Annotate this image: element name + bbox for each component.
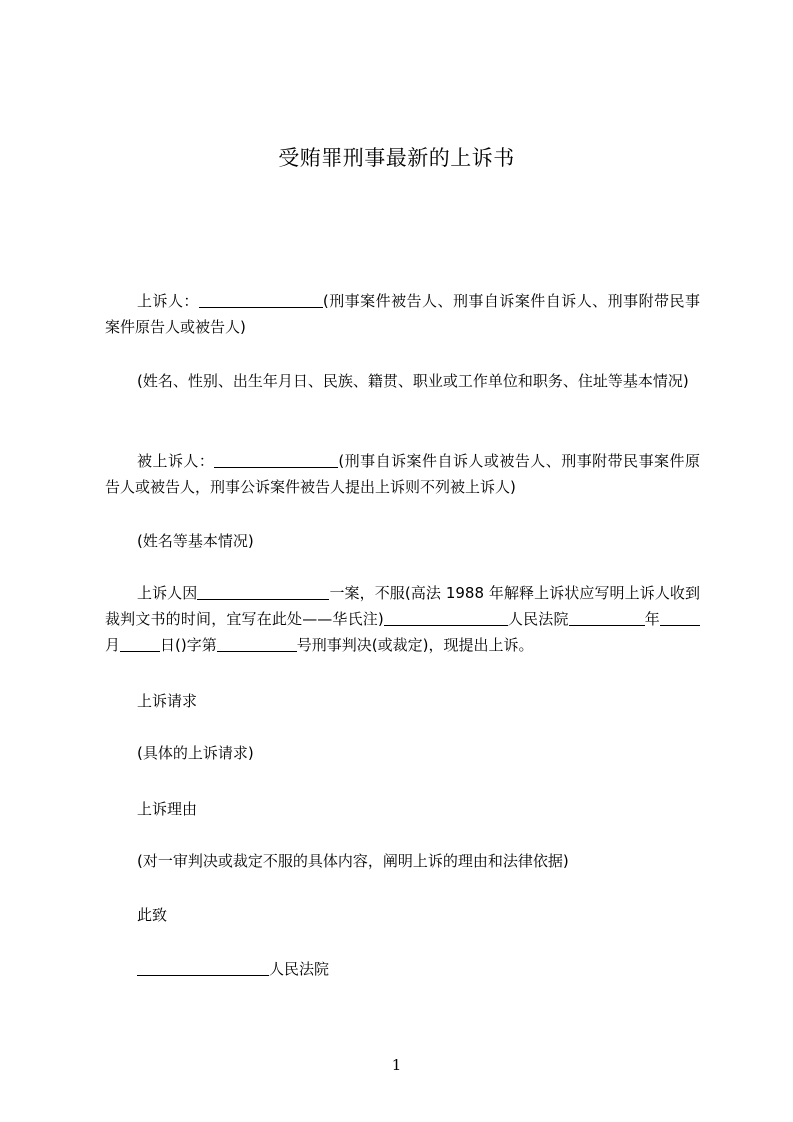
- reason-body: (对一审判决或裁定不服的具体内容，阐明上诉的理由和法律依据): [137, 852, 569, 870]
- page-number: 1: [391, 1056, 402, 1074]
- statement-part2: 一案，不服(高法 1988 年解释上诉状应写明上诉人收到裁判文书的时间，宜写在此处——华氏注): [105, 584, 700, 628]
- appellant-info-paragraph: (姓名、性别、出生年月日、民族、籍贯、职业或工作单位和职务、住址等基本情况): [137, 372, 689, 390]
- statement-part4: 年: [644, 610, 660, 628]
- salutation: 此致: [137, 906, 168, 924]
- court-line: [105, 956, 700, 982]
- case-name-blank: [197, 583, 329, 600]
- request-body: (具体的上诉请求): [137, 744, 254, 762]
- year-blank: [569, 609, 645, 626]
- day-blank: [120, 635, 160, 652]
- statement-part5: 月: [105, 636, 121, 654]
- appellee-info-paragraph: (姓名等基本情况): [137, 532, 254, 550]
- statement-part7: 号刑事判决(或裁定)，现提出上诉。: [296, 636, 534, 654]
- appellant-note: (刑事案件被告人、刑事自诉案件自诉人、刑事附带民事案件原告人或被告人): [105, 292, 700, 336]
- court-blank: [137, 959, 269, 976]
- appellee-blank: [214, 451, 338, 468]
- month-blank: [660, 609, 700, 626]
- appellant-paragraph: [105, 288, 700, 340]
- statement-part6: 日()字第: [160, 636, 217, 654]
- request-heading: 上诉请求: [137, 692, 198, 710]
- statement-part1: 上诉人因: [137, 584, 198, 602]
- reason-heading: 上诉理由: [137, 800, 198, 818]
- court-suffix: 人民法院: [269, 960, 330, 978]
- appellee-label: 被上诉人：: [137, 452, 215, 470]
- appellant-blank: [199, 291, 323, 308]
- appellee-paragraph: [105, 448, 700, 500]
- number-blank: [217, 635, 297, 652]
- court-name-blank: [384, 609, 508, 626]
- statement-part3: 人民法院: [507, 610, 569, 628]
- statement-paragraph: [105, 580, 700, 658]
- document-title: 受贿罪刑事最新的上诉书: [278, 146, 515, 170]
- appellee-note: (刑事自诉案件自诉人或被告人、刑事附带民事案件原告人或被告人，刑事公诉案件被告人提出上诉则不列被上诉人): [105, 452, 700, 496]
- appellant-label: 上诉人：: [137, 292, 199, 310]
